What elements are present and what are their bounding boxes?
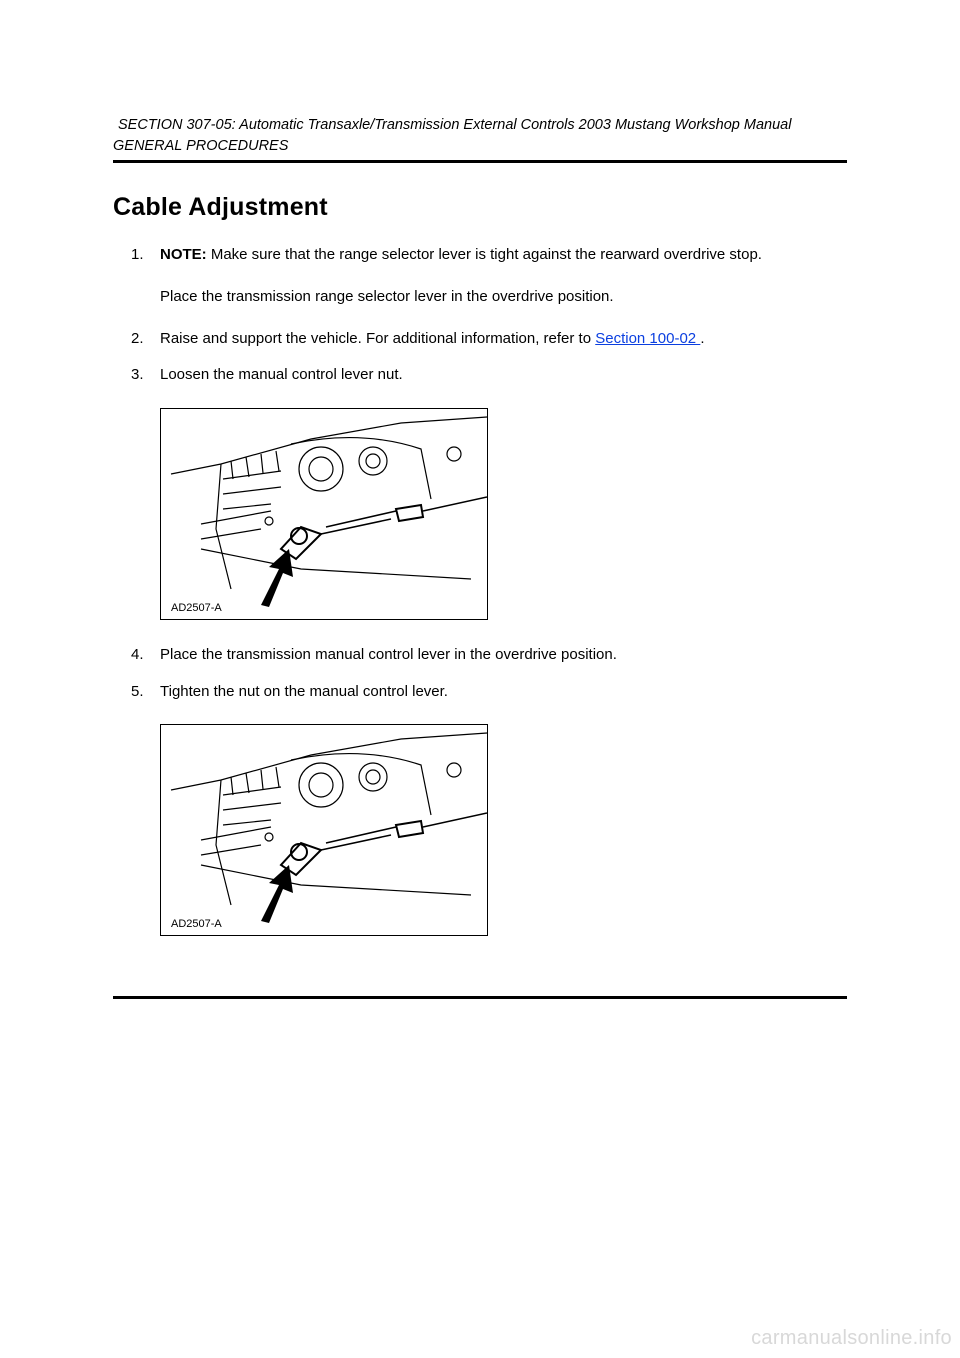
step-1 [131,245,762,265]
step-number: 2. [131,330,144,347]
step-3 [131,365,403,385]
step-5 [131,682,448,702]
procedure-type: GENERAL PROCEDURES [113,138,289,154]
note-text: Make sure that the range selector lever is tight against the rearward overdrive stop. [206,246,762,263]
page-header [113,115,791,157]
footer-divider [113,996,847,999]
step-1-instruction: Place the transmission range selector lever in the overdrive position. [160,288,614,305]
transmission-lever-illustration-icon [161,725,487,935]
header-divider [113,160,847,163]
step-number: 5. [131,683,144,700]
step-text: Raise and support the vehicle. For additional information, refer to [160,330,596,347]
transmission-lever-illustration-icon [161,409,487,619]
page-title: Cable Adjustment [113,193,328,221]
figure-tighten-nut [160,724,488,936]
step-text: Place the transmission manual control lever in the overdrive position. [160,646,617,663]
note-label: NOTE: [160,246,207,263]
step-2 [131,329,704,349]
figure-loosen-nut [160,408,488,620]
step-text: Tighten the nut on the manual control lever. [160,683,448,700]
step-number: 1. [131,246,144,263]
step-punctuation: . [700,330,705,347]
watermark: carmanualsonline.info [751,1327,952,1349]
figure-label: AD2507-A [171,602,222,614]
step-4 [131,645,617,665]
figure-label: AD2507-A [171,918,222,930]
step-text: Loosen the manual control lever nut. [160,366,403,383]
section-100-02-link[interactable]: Section 100-02 [595,330,701,347]
step-number: 4. [131,646,144,663]
section-title: SECTION 307-05: Automatic Transaxle/Transmission External Controls 2003 Mustang Workshop Manual [118,117,792,133]
step-number: 3. [131,366,144,383]
